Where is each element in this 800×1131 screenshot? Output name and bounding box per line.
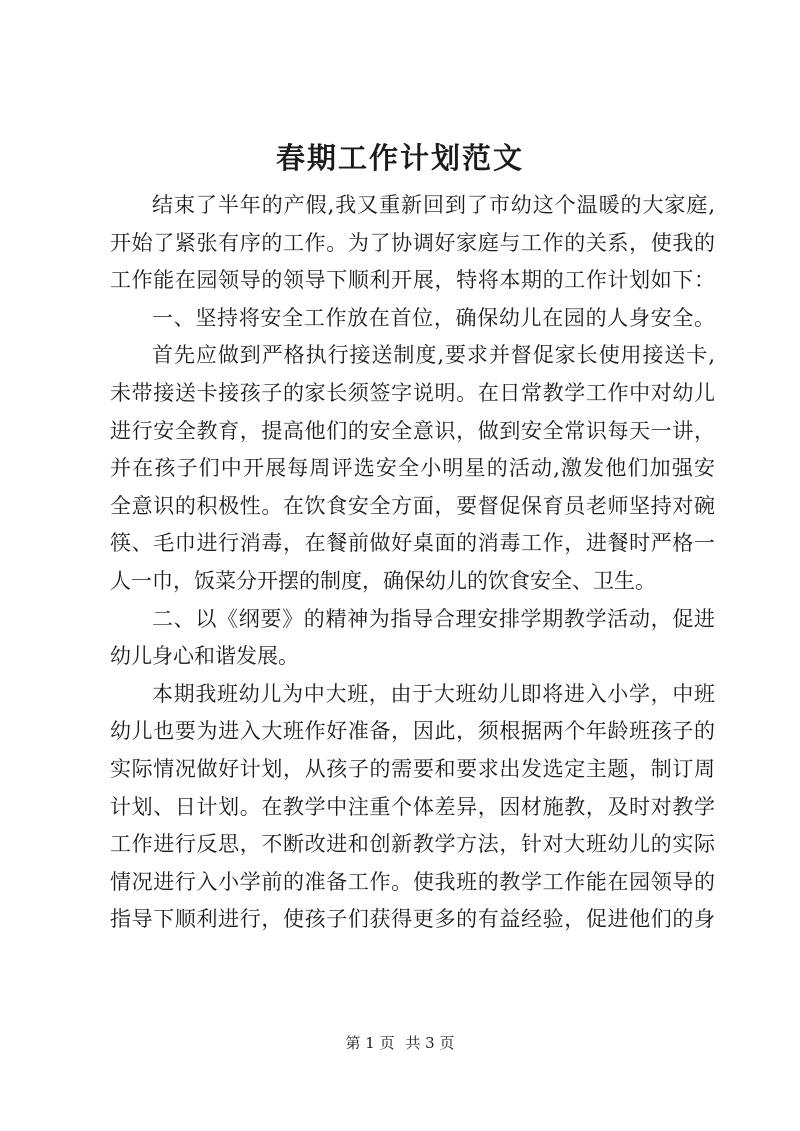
paragraph-line: 工作进行反思，不断改进和创新教学方法，针对大班幼儿的实际 — [110, 832, 715, 857]
paragraph-line: 首先应做到严格执行接送制度,要求并督促家长使用接送卡, — [152, 343, 715, 368]
paragraph-line: 计划、日计划。在教学中注重个体差异，因材施教，及时对教学 — [110, 794, 715, 819]
paragraph-line: 筷、毛巾进行消毒，在餐前做好桌面的消毒工作，进餐时严格一 — [110, 531, 715, 556]
paragraph-line: 进行安全教育，提高他们的安全意识，做到安全常识每天一讲， — [110, 418, 715, 443]
paragraph-line: 未带接送卡接孩子的家长须签字说明。在日常教学工作中对幼儿 — [110, 380, 715, 405]
paragraph-line: 幼儿也要为进入大班作好准备，因此，须根据两个年龄班孩子的 — [110, 719, 715, 744]
page-number: 第 1 页 — [345, 1034, 395, 1052]
paragraph-line: 指导下顺利进行，使孩子们获得更多的有益经验，促进他们的身 — [110, 907, 715, 932]
paragraph-line: 开始了紧张有序的工作。为了协调好家庭与工作的关系，使我的 — [110, 230, 715, 255]
paragraph-line: 结束了半年的产假,我又重新回到了市幼这个温暖的大家庭, — [152, 193, 715, 217]
document-title: 春期工作计划范文 — [275, 141, 524, 175]
paragraph-line: 实际情况做好计划，从孩子的需要和要求出发选定主题，制订周 — [110, 756, 715, 781]
page-footer — [0, 1032, 800, 1054]
section-heading: 一、坚持将安全工作放在首位，确保幼儿在园的人身安全。 — [152, 305, 715, 330]
paragraph-line: 情况进行入小学前的准备工作。使我班的教学工作能在园领导的 — [110, 869, 715, 894]
paragraph-line: 全意识的积极性。在饮食安全方面，要督促保育员老师坚持对碗 — [110, 493, 715, 518]
paragraph-line: 工作能在园领导的领导下顺利开展，特将本期的工作计划如下： — [110, 268, 715, 293]
section-heading: 二、以《纲要》的精神为指导合理安排学期教学活动，促进 — [152, 606, 715, 631]
paragraph-line: 本期我班幼儿为中大班，由于大班幼儿即将进入小学，中班 — [152, 681, 715, 706]
page-total: 共 3 页 — [405, 1034, 455, 1052]
paragraph-line: 人一巾，饭菜分开摆的制度，确保幼儿的饮食安全、卫生。 — [110, 568, 656, 593]
section-heading-continued: 幼儿身心和谐发展。 — [110, 644, 299, 669]
paragraph-line: 并在孩子们中开展每周评选安全小明星的活动,激发他们加强安 — [110, 456, 715, 481]
document-body — [110, 187, 715, 939]
